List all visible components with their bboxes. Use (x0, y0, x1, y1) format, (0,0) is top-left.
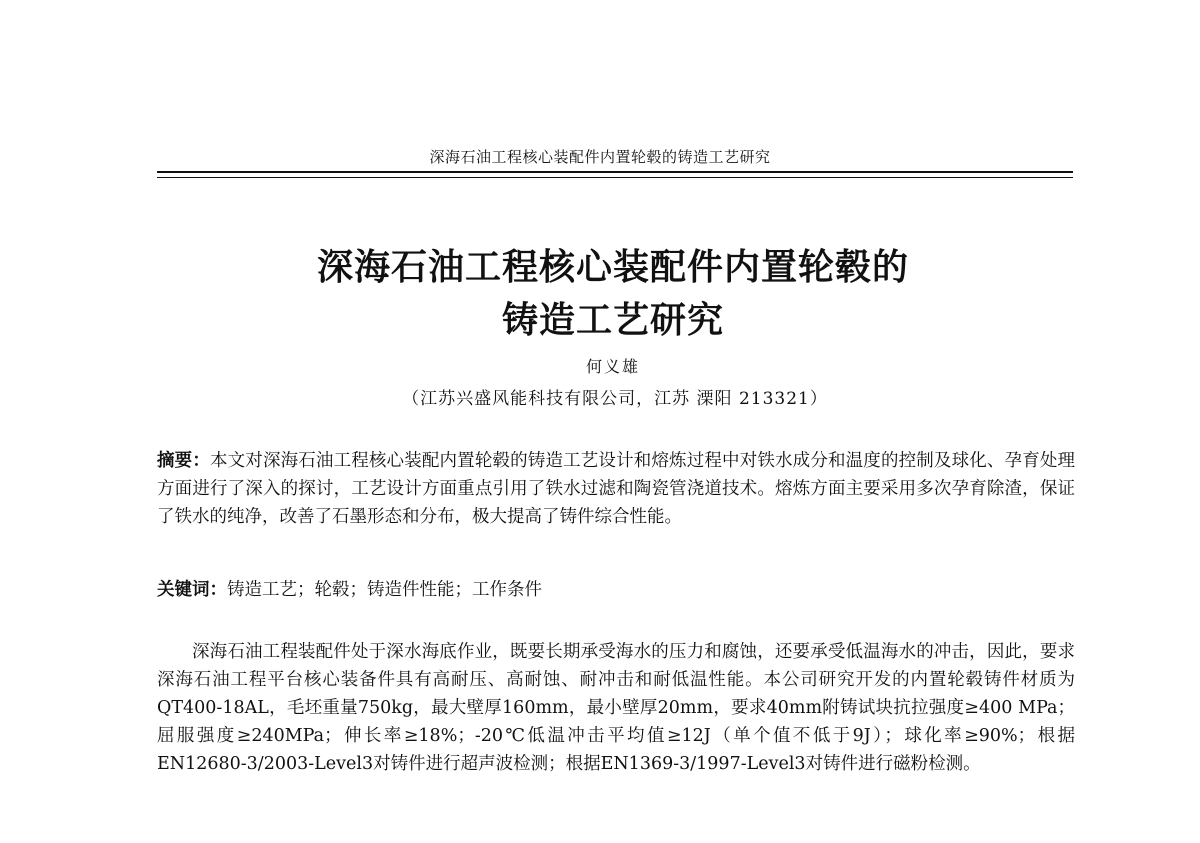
running-header: 深海石油工程核心装配件内置轮毂的铸造工艺研究 (429, 148, 771, 166)
author-affiliation: （江苏兴盛风能科技有限公司，江苏 溧阳 213321） (402, 389, 828, 409)
header-rule-thin (157, 177, 1073, 178)
paper-title-line-2: 铸造工艺研究 (501, 300, 724, 341)
body-paragraph: 深海石油工程装配件处于深水海底作业，既要长期承受海水的压力和腐蚀，还要承受低温海水的冲击，因此，要求深海石油工程平台核心装备件具有高耐压、高耐蚀、耐冲击和耐低温性能。本公司研究开发的内置轮毂铸件材质为QT400-18AL，毛坯重量750kg，最大壁厚160mm，最小壁厚20mm，要求40mm附铸试块抗拉强度≥400 MPa；屈服强度≥240MPa；伸长率≥18%；-20℃低温冲击平均值≥12J（单个值不低于9J）；球化率≥90%；根据EN12680-3/2003-Level3对铸件进行超声波检测；根据EN1369-3/1997-Level3对铸件进行磁粉检测。 (157, 642, 1075, 774)
abstract (157, 447, 1075, 531)
paper-title-line-1: 深海石油工程核心装配件内置轮毂的 (316, 247, 909, 288)
keywords (157, 576, 1075, 604)
author-name: 何义雄 (585, 357, 640, 376)
keywords-label: 关键词： (157, 580, 227, 600)
abstract-text: 本文对深海石油工程核心装配内置轮毂的铸造工艺设计和熔炼过程中对铁水成分和温度的控制及球化、孕育处理方面进行了深入的探讨，工艺设计方面重点引用了铁水过滤和陶瓷管浇道技术。熔炼方面主要采用多次孕育除渣，保证了铁水的纯净，改善了石墨形态和分布，极大提高了铸件综合性能。 (157, 451, 1076, 527)
header-rule-thick (157, 171, 1073, 173)
abstract-label: 摘要： (157, 451, 210, 471)
keywords-text: 铸造工艺；轮毂；铸造件性能；工作条件 (227, 580, 542, 600)
